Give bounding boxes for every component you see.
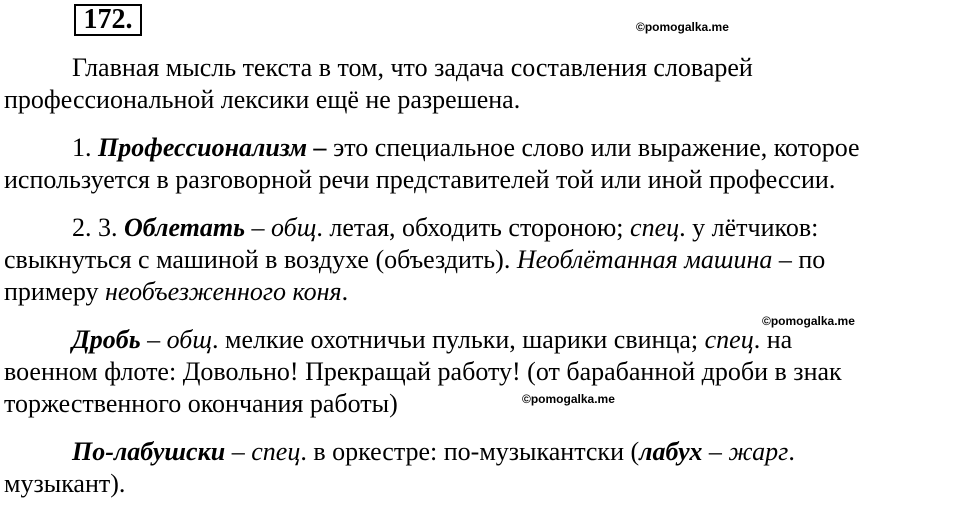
term: лабух xyxy=(639,437,703,466)
dash: – xyxy=(140,325,167,354)
dash: – xyxy=(225,437,252,466)
task-number: 172. xyxy=(74,4,142,36)
paragraph-main-idea xyxy=(4,52,959,116)
label-common: общ xyxy=(270,213,317,242)
text-line xyxy=(4,436,959,468)
text-line xyxy=(4,276,959,308)
text-line xyxy=(4,212,959,244)
term: Профессионализм – xyxy=(98,133,327,162)
label-common: общ xyxy=(166,325,212,354)
definition-text: . мелкие охотничьи пульки, шарики свинца; xyxy=(212,325,705,354)
definition-text: это специальное слово или выражение, которое xyxy=(326,133,860,162)
definition-text: . xyxy=(788,437,795,466)
item-number: 1. xyxy=(72,133,98,162)
dash: – xyxy=(244,213,271,242)
definition-text: примеру xyxy=(4,277,105,306)
definition-text: . на xyxy=(753,325,793,354)
definition-text: свыкнуться с машиной в воздухе (объездить). xyxy=(4,245,517,274)
text-line: профессиональной лексики ещё не разрешена. xyxy=(4,85,521,114)
definition-text: . летая, обходить стороною; xyxy=(316,213,631,242)
text-line: военном флоте: Довольно! Прекращай работу! (от барабанной дроби в знак xyxy=(4,357,842,386)
watermark: ©pomogalka.me xyxy=(762,314,855,328)
text-line: музыкант). xyxy=(4,469,126,498)
text-line: Главная мысль текста в том, что задача составления словарей xyxy=(72,53,753,82)
example-phrase: необъезженного коня xyxy=(104,277,342,306)
definition-text: – по xyxy=(772,245,826,274)
item-number: 2. 3. xyxy=(72,213,124,242)
text-line xyxy=(4,244,959,276)
label-jargon: жарг xyxy=(728,437,789,466)
text-line: используется в разговорной речи представителей той или иной профессии. xyxy=(4,165,836,194)
dash: – xyxy=(702,437,729,466)
definition-text: . у лётчиков: xyxy=(679,213,819,242)
paragraph-drob xyxy=(4,324,959,420)
paragraph-oblatat xyxy=(4,212,959,308)
definition-text: . в оркестре: по-музыкантски ( xyxy=(300,437,640,466)
watermark: ©pomogalka.me xyxy=(522,392,615,406)
term: Дробь xyxy=(72,325,141,354)
label-special: спец xyxy=(251,437,301,466)
watermark: ©pomogalka.me xyxy=(636,20,729,34)
label-special: спец xyxy=(704,325,754,354)
term: По-лабушски xyxy=(72,437,226,466)
paragraph-polabushski xyxy=(4,436,959,500)
paragraph-definition-1 xyxy=(4,132,959,196)
text-line xyxy=(4,324,959,356)
example-phrase: Необлётанная машина xyxy=(516,245,773,274)
term: Облетать xyxy=(124,213,245,242)
text-line xyxy=(4,132,959,164)
label-special: спец xyxy=(630,213,680,242)
text-line: торжественного окончания работы) xyxy=(4,389,398,418)
definition-text: . xyxy=(341,277,349,306)
